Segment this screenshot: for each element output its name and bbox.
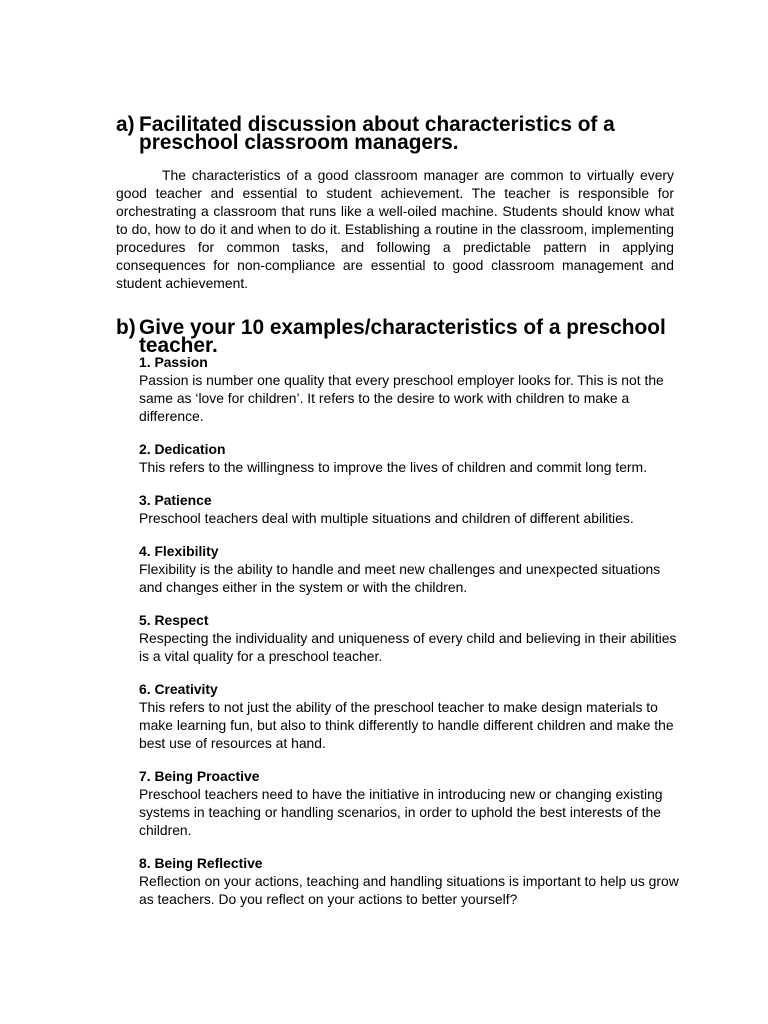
section-a-paragraph: The characteristics of a good classroom manager are common to virtually every good teacher and essential to student achievement. The teacher is responsible for orchestrating a classroom that runs like a well-oiled machine. Students should know what to do, how to do it and when to do it. Establishing a routine in the classroom, implementing procedures for common tasks, and following a predictable pattern in applying consequences for non-compliance are essential to good classroom management and student achievement.	[116, 167, 674, 291]
section-b-heading-text: Give your 10 examples/characteristics of a preschool teacher.	[139, 316, 666, 357]
list-item	[139, 440, 684, 476]
list-item	[139, 353, 684, 425]
section-a-marker: a)	[116, 113, 135, 136]
item-body: Preschool teachers deal with multiple situations and children of different abilities.	[139, 510, 634, 526]
section-a-heading	[116, 113, 676, 154]
item-title: 7. Being Proactive	[139, 768, 260, 784]
item-body: Flexibility is the ability to handle and meet new challenges and unexpected situations and changes either in the system or with the children.	[139, 561, 661, 595]
item-body: Respecting the individuality and uniqueness of every child and believing in their abilities is a vital quality for a preschool teacher.	[139, 630, 677, 664]
list-item	[139, 611, 684, 665]
item-title: 1. Passion	[139, 354, 208, 370]
item-title: 4. Flexibility	[139, 543, 219, 559]
list-item	[139, 542, 684, 596]
section-b-heading	[116, 316, 676, 357]
section-a-heading-text: Facilitated discussion about characteristics of a preschool classroom managers.	[139, 113, 615, 154]
list-item	[139, 767, 684, 839]
item-body: This refers to not just the ability of the preschool teacher to make design materials to make learning fun, but also to think differently to handle different children and make the best use of resources at hand.	[139, 699, 674, 751]
item-body: This refers to the willingness to improve the lives of children and commit long term.	[139, 459, 647, 475]
list-item	[139, 854, 684, 908]
item-body: Preschool teachers need to have the initiative in introducing new or changing existing systems in teaching or handling scenarios, in order to uphold the best interests of the children.	[139, 786, 663, 838]
item-body: Reflection on your actions, teaching and handling situations is important to help us grow as teachers. Do you reflect on your actions to better yourself?	[139, 873, 679, 907]
list-item	[139, 680, 684, 752]
item-body: Passion is number one quality that every preschool employer looks for. This is not the same as ‘love for children’. It refers to the desire to work with children to make a difference.	[139, 372, 664, 424]
item-title: 3. Patience	[139, 492, 212, 508]
item-title: 2. Dedication	[139, 441, 226, 457]
section-b-marker: b)	[116, 316, 136, 339]
item-title: 5. Respect	[139, 612, 209, 628]
item-title: 8. Being Reflective	[139, 855, 263, 871]
list-item	[139, 491, 684, 527]
characteristics-list	[139, 353, 684, 923]
item-title: 6. Creativity	[139, 681, 218, 697]
